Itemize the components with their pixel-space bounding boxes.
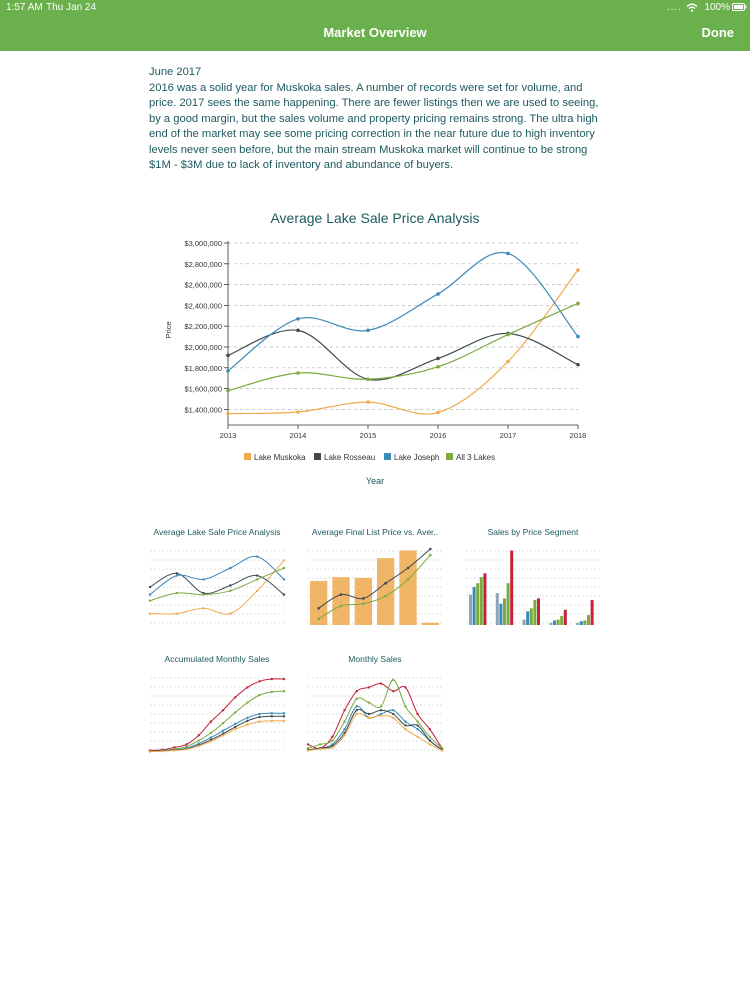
data-point <box>392 679 394 681</box>
bar <box>507 583 510 625</box>
data-point <box>258 713 260 715</box>
data-point <box>283 578 285 580</box>
x-tick-label: 2014 <box>289 431 307 440</box>
legend-label: Lake Joseph <box>394 453 440 462</box>
bar <box>483 573 486 625</box>
data-point <box>271 691 273 693</box>
status-bar <box>0 0 750 15</box>
data-point <box>210 736 212 738</box>
series-line <box>150 721 284 752</box>
data-point <box>202 593 204 595</box>
data-point <box>271 715 273 717</box>
legend-label: Lake Rosseau <box>324 453 376 462</box>
data-point <box>416 713 418 715</box>
bar <box>580 621 583 625</box>
data-point <box>234 711 236 713</box>
legend-label: All 3 Lakes <box>456 453 496 462</box>
data-point <box>283 720 285 722</box>
data-point <box>392 717 394 719</box>
bar <box>530 608 533 625</box>
data-point <box>222 722 224 724</box>
bar <box>503 598 506 625</box>
data-point <box>356 705 358 707</box>
data-point <box>404 705 406 707</box>
data-point <box>404 724 406 726</box>
y-tick-label: $1,400,000 <box>184 405 222 415</box>
thumb-chart <box>464 543 602 631</box>
bar <box>576 623 579 625</box>
data-point <box>331 736 333 738</box>
data-point <box>368 686 370 688</box>
data-point <box>283 678 285 680</box>
thumb-title: Average Lake Sale Price Analysis <box>153 527 281 537</box>
data-point <box>576 302 580 306</box>
data-point <box>380 705 382 707</box>
data-point <box>226 389 230 393</box>
legend-swatch <box>314 453 321 460</box>
series-line <box>228 270 578 414</box>
data-point <box>407 567 410 570</box>
bar <box>377 558 394 625</box>
data-point <box>198 745 200 747</box>
data-point <box>246 723 248 725</box>
x-tick-label: 2018 <box>569 431 587 440</box>
y-axis-label: Price <box>164 321 173 339</box>
summary-body: 2016 was a solid year for Muskoka sales. A number of records were set for volume, and price. 2017 sees the same happening. There are fewer listings then we are used to seeing, by a good margin, but the sales volume and property pricing remains strong. The ultra high end of the market may see some pricing correction in the near future due to high inventory levels never seen before, but the main stream Muskoka market will continue to be strong $1M - $3M due to lack of inventory and abundance of buyers. <box>149 81 599 171</box>
data-point <box>319 743 321 745</box>
data-point <box>271 720 273 722</box>
thumb-title: Monthly Sales <box>348 654 402 664</box>
data-point <box>404 686 406 688</box>
page-title: Market Overview <box>323 25 427 40</box>
data-point <box>392 690 394 692</box>
x-tick-label: 2016 <box>429 431 447 440</box>
data-point <box>356 698 358 700</box>
data-point <box>173 749 175 751</box>
data-point <box>149 586 151 588</box>
data-point <box>229 567 231 569</box>
thumb-accumulated-monthly-sales[interactable] <box>148 654 286 764</box>
data-point <box>343 734 345 736</box>
bar <box>564 610 567 625</box>
series-line <box>228 252 578 370</box>
data-point <box>317 618 320 621</box>
summary-heading: June 2017 <box>149 66 202 78</box>
data-point <box>283 712 285 714</box>
data-point <box>149 750 151 752</box>
bar <box>587 615 590 625</box>
series-line <box>150 556 284 594</box>
data-point <box>416 724 418 726</box>
data-point <box>229 590 231 592</box>
data-point <box>283 593 285 595</box>
data-point <box>258 716 260 718</box>
data-point <box>506 333 510 337</box>
data-point <box>392 709 394 711</box>
bar <box>469 595 472 625</box>
battery-icon <box>732 3 747 11</box>
bar <box>399 551 416 625</box>
data-point <box>256 574 258 576</box>
bar <box>422 623 439 625</box>
data-point <box>436 365 440 369</box>
data-point <box>176 612 178 614</box>
data-point <box>222 709 224 711</box>
data-point <box>307 743 309 745</box>
series-line <box>228 330 578 380</box>
data-point <box>296 317 300 321</box>
data-point <box>149 612 151 614</box>
thumb-chart <box>306 543 444 631</box>
data-point <box>246 686 248 688</box>
data-point <box>258 720 260 722</box>
data-point <box>210 720 212 722</box>
data-point <box>506 252 510 256</box>
bar <box>583 620 586 625</box>
data-point <box>226 412 230 416</box>
data-point <box>319 748 321 750</box>
y-tick-label: $3,000,000 <box>184 239 222 248</box>
data-point <box>384 595 387 598</box>
wifi-icon <box>686 3 698 12</box>
data-point <box>210 732 212 734</box>
data-point <box>185 743 187 745</box>
main-price-chart <box>150 200 600 500</box>
thumb-monthly-sales[interactable] <box>306 654 444 764</box>
series-line <box>150 560 284 614</box>
data-point <box>368 713 370 715</box>
y-tick-label: $2,800,000 <box>184 259 222 269</box>
bar <box>553 620 556 625</box>
data-point <box>149 599 151 601</box>
thumb-chart <box>306 670 444 758</box>
data-point <box>404 728 406 730</box>
data-point <box>366 400 370 404</box>
data-point <box>283 559 285 561</box>
data-point <box>296 371 300 375</box>
thumb-chart <box>148 670 286 758</box>
data-point <box>258 694 260 696</box>
data-point <box>368 701 370 703</box>
bar <box>557 620 560 625</box>
data-point <box>407 578 410 581</box>
data-point <box>256 590 258 592</box>
y-tick-label: $1,800,000 <box>184 363 222 373</box>
data-point <box>366 329 370 333</box>
data-point <box>366 377 370 381</box>
data-point <box>356 709 358 711</box>
data-point <box>362 602 365 605</box>
bar <box>533 600 536 625</box>
data-point <box>429 728 431 730</box>
bar <box>560 616 563 625</box>
data-point <box>362 597 365 600</box>
bar <box>537 598 540 625</box>
bar <box>332 577 349 625</box>
data-point <box>392 713 394 715</box>
data-point <box>226 369 230 373</box>
data-point <box>576 363 580 367</box>
thumb-chart <box>148 543 286 631</box>
battery-percent: 100% <box>704 2 730 13</box>
data-point <box>176 592 178 594</box>
data-point <box>356 713 358 715</box>
thumb-final-list-price[interactable] <box>306 527 444 637</box>
data-point <box>317 607 320 610</box>
chart-title: Average Lake Sale Price Analysis <box>270 210 480 226</box>
data-point <box>283 690 285 692</box>
data-point <box>368 717 370 719</box>
legend-swatch <box>446 453 453 460</box>
data-point <box>283 715 285 717</box>
done-button[interactable]: Done <box>701 25 734 40</box>
data-point <box>384 582 387 585</box>
data-point <box>356 690 358 692</box>
data-point <box>296 329 300 333</box>
data-point <box>429 554 432 557</box>
data-point <box>234 726 236 728</box>
data-point <box>436 411 440 415</box>
bar <box>526 611 529 625</box>
data-point <box>416 736 418 738</box>
data-point <box>256 578 258 580</box>
market-summary <box>149 65 599 174</box>
series-line <box>308 684 442 749</box>
signal-icon: .... <box>666 2 682 13</box>
data-point <box>380 714 382 716</box>
thumb-sales-by-segment[interactable] <box>464 527 602 637</box>
thumb-title: Average Final List Price vs. Aver.. <box>311 527 439 537</box>
legend-swatch <box>384 453 391 460</box>
data-point <box>441 749 443 751</box>
data-point <box>506 360 510 364</box>
data-point <box>234 696 236 698</box>
data-point <box>429 743 431 745</box>
x-axis-label: Year <box>365 476 385 486</box>
data-point <box>185 748 187 750</box>
data-point <box>202 578 204 580</box>
status-time: 1:57 AM <box>6 2 43 13</box>
data-point <box>234 723 236 725</box>
data-point <box>258 680 260 682</box>
data-point <box>176 574 178 576</box>
data-point <box>331 739 333 741</box>
data-point <box>161 750 163 752</box>
legend-label: Lake Muskoka <box>254 453 306 462</box>
bar <box>523 620 526 625</box>
bar <box>496 593 499 625</box>
data-point <box>380 682 382 684</box>
data-point <box>229 612 231 614</box>
data-point <box>296 410 300 414</box>
x-tick-label: 2017 <box>499 431 517 440</box>
data-point <box>436 357 440 361</box>
data-point <box>576 335 580 339</box>
data-point <box>271 678 273 680</box>
x-tick-label: 2015 <box>359 431 377 440</box>
data-point <box>380 709 382 711</box>
thumb-title: Accumulated Monthly Sales <box>164 654 270 664</box>
data-point <box>229 584 231 586</box>
data-point <box>340 593 343 596</box>
bar <box>480 577 483 625</box>
series-line <box>308 709 442 749</box>
bar <box>476 583 479 625</box>
data-point <box>436 292 440 296</box>
data-point <box>210 740 212 742</box>
bar <box>510 551 513 625</box>
x-tick-label: 2013 <box>219 431 237 440</box>
data-point <box>198 734 200 736</box>
y-tick-label: $2,600,000 <box>184 280 222 290</box>
data-point <box>246 720 248 722</box>
status-date: Thu Jan 24 <box>46 2 97 13</box>
data-point <box>246 717 248 719</box>
y-tick-label: $2,400,000 <box>184 301 222 311</box>
data-point <box>198 739 200 741</box>
data-point <box>343 709 345 711</box>
data-point <box>149 593 151 595</box>
data-point <box>222 730 224 732</box>
series-line <box>150 679 284 751</box>
y-tick-label: $1,600,000 <box>184 384 222 394</box>
data-point <box>256 555 258 557</box>
data-point <box>404 720 406 722</box>
nav-bar <box>0 15 750 51</box>
data-point <box>429 739 431 741</box>
data-point <box>331 746 333 748</box>
data-point <box>222 734 224 736</box>
data-point <box>343 728 345 730</box>
data-point <box>429 736 431 738</box>
thumb-title: Sales by Price Segment <box>487 527 579 537</box>
data-point <box>283 567 285 569</box>
data-point <box>343 720 345 722</box>
data-point <box>234 728 236 730</box>
bar <box>499 604 502 625</box>
data-point <box>307 749 309 751</box>
y-tick-label: $2,200,000 <box>184 322 222 332</box>
bar <box>549 623 552 625</box>
data-point <box>416 720 418 722</box>
bar <box>355 578 372 625</box>
data-point <box>271 712 273 714</box>
data-point <box>226 354 230 358</box>
data-point <box>429 548 432 551</box>
data-point <box>576 268 580 272</box>
y-tick-label: $2,000,000 <box>184 343 222 352</box>
data-point <box>246 701 248 703</box>
thumb-avg-lake-price[interactable] <box>148 527 286 637</box>
bar <box>473 587 476 625</box>
data-point <box>416 728 418 730</box>
legend-swatch <box>244 453 251 460</box>
data-point <box>202 607 204 609</box>
data-point <box>176 572 178 574</box>
bar <box>591 600 594 625</box>
data-point <box>340 605 343 608</box>
